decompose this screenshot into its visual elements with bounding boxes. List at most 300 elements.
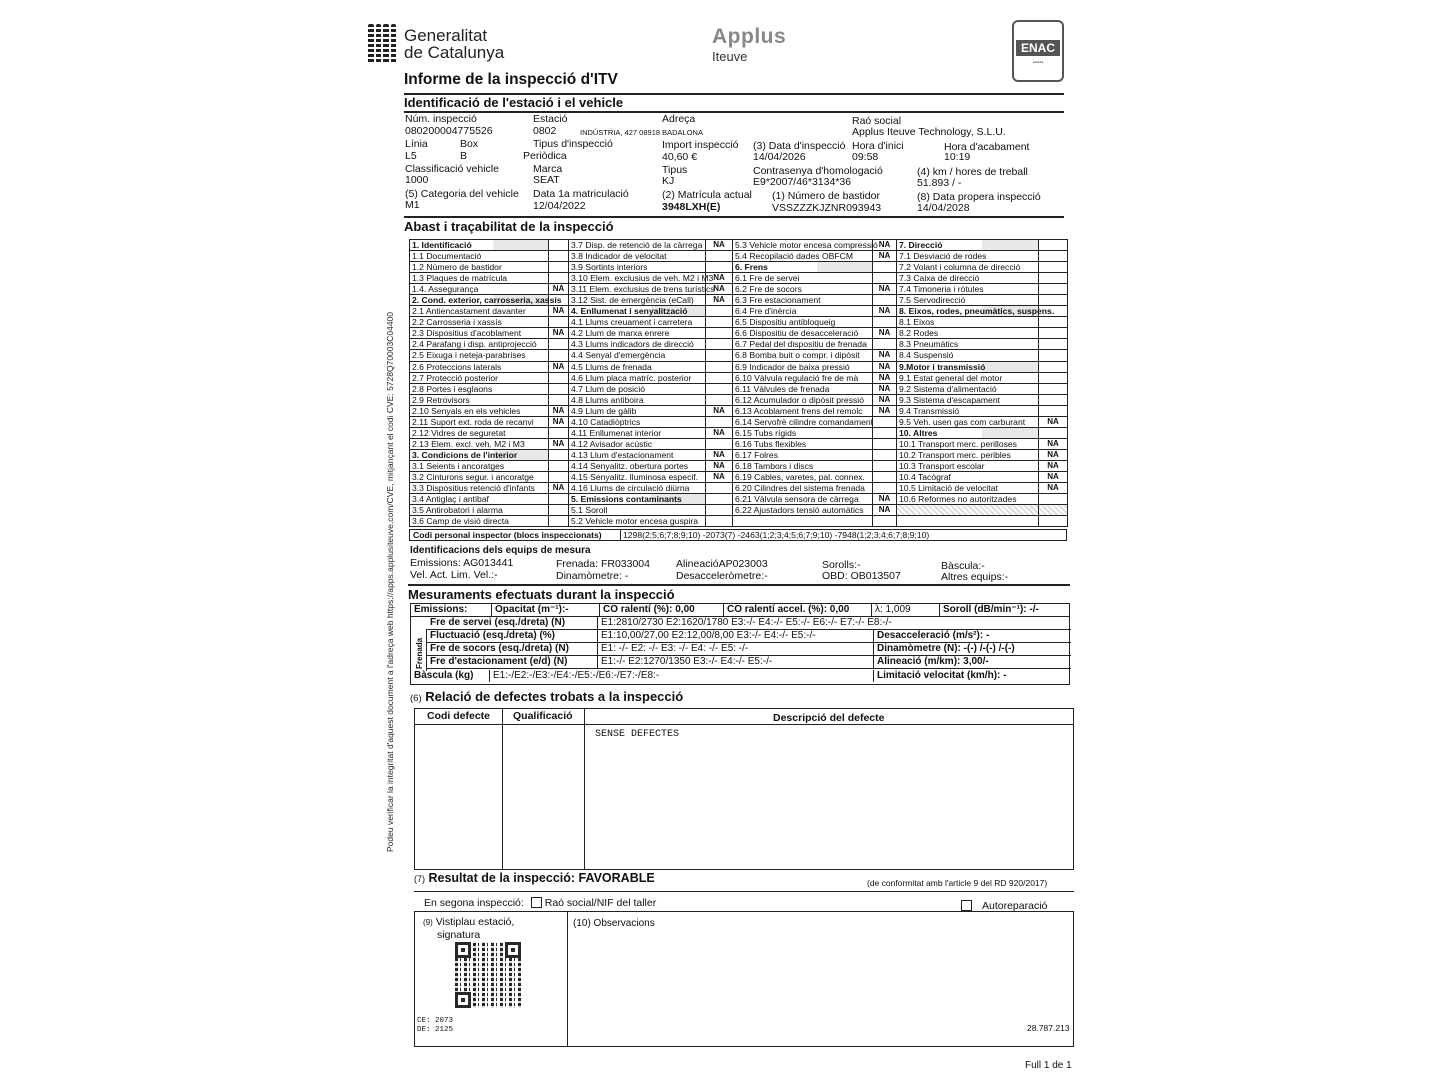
scope-item: 5. Emissions contaminants (569, 494, 706, 505)
scope-item: 7.2 Volant i columna de direcció (897, 262, 1039, 273)
scope-item: 4.8 Llums antiboira (569, 394, 706, 405)
scope-item-status (549, 460, 569, 471)
scope-item-status: NA (873, 494, 897, 505)
scope-item: 3.12 Sist. de emergència (eCall) (569, 295, 706, 306)
scope-item-status (1039, 295, 1068, 306)
observacions-label: (10) Observacions (573, 918, 655, 929)
linia-value: L5 (405, 150, 417, 162)
scope-row (410, 505, 1068, 516)
scope-row (410, 262, 1068, 273)
scope-item-status: NA (1039, 471, 1068, 482)
scope-item: 1.3 Plaques de matrícula (410, 273, 549, 284)
scope-item: 4.3 Llums indicadors de direcció (569, 339, 706, 350)
scope-item: 6.19 Cables, varetes, pal. connex. (733, 471, 873, 482)
defects-description: SENSE DEFECTES (595, 729, 680, 740)
scope-item: 4.5 Llums de frenada (569, 361, 706, 372)
scope-row (410, 416, 1068, 427)
scope-item: 2.2 Carrosseria i xassís (410, 317, 549, 328)
soroll: Soroll (dB/min⁻¹): -/- (939, 604, 1071, 616)
scope-item-status (706, 339, 733, 350)
scope-row (410, 251, 1068, 262)
scope-item-status (549, 449, 569, 460)
scope-item: 4.1 Llums creuament i carretera (569, 317, 706, 328)
rao-nif-checkbox[interactable] (531, 897, 542, 908)
scope-item: 2.11 Suport ext. roda de recanvi (410, 416, 549, 427)
defects-table (414, 708, 1074, 870)
scope-item-status (706, 416, 733, 427)
equip-vel: Vel. Act. Lim. Vel.:- (410, 569, 498, 581)
data-mat-label: Data 1a matriculació (533, 188, 629, 200)
scope-item-status: NA (706, 284, 733, 295)
autoreparacio-checkbox[interactable] (961, 900, 972, 911)
km-value: 51.893 / - (917, 177, 962, 189)
scope-item: 4.13 Llum d'estacionament (569, 449, 706, 460)
rao-nif-label: Raó social/NIF del taller (544, 897, 657, 909)
scope-row (410, 494, 1068, 505)
scope-item: 6.2 Fre de socors (733, 284, 873, 295)
scope-item: 2. Cond. exterior, carrosseria, xassís (410, 295, 549, 306)
scope-item: 6.10 Vàlvula regulació fre de mà (733, 372, 873, 383)
scope-item-status: NA (706, 273, 733, 284)
scope-item: 8. Eixos, rodes, pneumàtics, suspens. (897, 306, 1039, 317)
scope-item-status: NA (873, 306, 897, 317)
fre-servei-label: Fre de servei (esq./dreta) (N) (430, 617, 566, 628)
scope-item: 1. Identificació (410, 240, 549, 251)
equip-bascula: Bàscula:- (941, 560, 985, 572)
scope-item: 4.12 Avisador acústic (569, 438, 706, 449)
estac-value: E1:-/- E2:1270/1350 E3:-/- E4:-/- E5:-/- (597, 656, 873, 668)
scope-item-status (706, 494, 733, 505)
qr-code-icon (455, 942, 521, 1008)
segona-inspeccio-row (424, 897, 656, 909)
scope-item-status (549, 273, 569, 284)
scope-row (410, 328, 1068, 339)
generalitat-line2: de Catalunya (404, 43, 505, 62)
propera-value: 14/04/2028 (917, 202, 970, 214)
marca-value: SEAT (533, 174, 560, 186)
scope-row (410, 361, 1068, 372)
scope-item: 3.3 Dispositius retenció d'infants (410, 483, 549, 494)
scope-item: 6.3 Fre estacionament (733, 295, 873, 306)
scope-item: 5.2 Vehicle motor encesa guspira (569, 516, 706, 527)
import-label: Import inspecció (662, 139, 739, 151)
hora-acab-label: Hora d'acabament (944, 141, 1030, 153)
rao-label: Raó social (852, 115, 902, 127)
defectes-num: (6) (410, 693, 422, 704)
scope-item: 6.16 Tubs flexibles (733, 438, 873, 449)
scope-item-status: NA (1039, 416, 1068, 427)
box-value: B (460, 150, 468, 162)
scope-item-status (549, 350, 569, 361)
scope-item-status (1039, 328, 1068, 339)
fre-servei-value: E1:2810/2730 E2:1620/1780 E3:-/- E4:-/- E5:-/- E6:-/- E7:-/- E8:-/- (597, 617, 1071, 629)
equip-alineacio: AlineacióAP023003 (676, 558, 768, 570)
scope-item-status (706, 383, 733, 394)
scope-item: 1.2 Número de bastidor (410, 262, 549, 273)
vistiplau-num: (9) (423, 918, 433, 927)
scope-item: 6.18 Tambors i discs (733, 460, 873, 471)
enac-label: ENAC (1016, 40, 1060, 56)
scope-row (410, 383, 1068, 394)
scope-item-status: NA (706, 427, 733, 438)
co-ralenti: CO ralentí (%): 0,00 (599, 604, 723, 616)
scope-row (410, 350, 1068, 361)
qualificacio-header: Qualificació (513, 710, 573, 722)
scope-item-status (706, 505, 733, 516)
scope-item: 4.15 Senyalitz. lluminosa especif. (569, 471, 706, 482)
scope-item-status: NA (549, 328, 569, 339)
ce-code: CE: 2073 (417, 1017, 454, 1025)
adreca-value: INDÚSTRIA, 427 08918 BADALONA (580, 128, 703, 137)
scope-item: 6.14 Servofrè cilindre comandament (733, 416, 873, 427)
matricula-value: 3948LXH(E) (662, 201, 721, 213)
scope-item: 2.12 Vidres de seguretat (410, 427, 549, 438)
scope-item-status: NA (549, 438, 569, 449)
scope-item: 9.1 Estat general del motor (897, 372, 1039, 383)
report-title: Informe de la inspecció d'ITV (404, 71, 618, 88)
categoria-value: M1 (405, 199, 420, 211)
vistiplau-line2: signatura (437, 929, 481, 941)
scope-item-status: NA (873, 383, 897, 394)
scope-row (410, 240, 1068, 251)
scope-item-status (873, 438, 897, 449)
scope-item (733, 516, 873, 527)
scope-item-status (706, 372, 733, 383)
box-label: Box (460, 138, 479, 150)
scope-item: 6.5 Dispositiu antibloqueig (733, 317, 873, 328)
estacio-value: 0802 (533, 125, 557, 137)
scope-item-status: NA (706, 295, 733, 306)
bascula-value: E1:-/E2:-/E3:-/E4:-/E5:-/E6:-/E7:-/E8:- (489, 670, 873, 682)
scope-item-status (873, 295, 897, 306)
scope-item: 6.21 Vàlvula sensora de càrrega (733, 494, 873, 505)
scope-item: 9.3 Sistema d'escapament (897, 394, 1039, 405)
scope-item: 5.3 Vehicle motor encesa compressió (733, 240, 873, 251)
scope-item-status (549, 516, 569, 527)
scope-item-status (1039, 361, 1068, 372)
hora-inici-label: Hora d'inici (852, 140, 904, 152)
scope-item-status: NA (549, 416, 569, 427)
scope-item: 3.1 Seients i ancoratges (410, 460, 549, 471)
applus-logo (712, 25, 786, 64)
scope-item-status (706, 262, 733, 273)
scope-item-status (549, 471, 569, 482)
de-code: DE: 2125 (417, 1026, 454, 1034)
scope-item-status (873, 483, 897, 494)
adreca-label: Adreça (662, 113, 696, 125)
scope-item: 7.5 Servodirecció (897, 295, 1039, 306)
scope-item-status (1039, 339, 1068, 350)
page-indicator: Full 1 de 1 (1025, 1060, 1072, 1071)
scope-row (410, 394, 1068, 405)
enac-seal-icon: ▪▪▪▪▪ (1032, 60, 1044, 66)
scope-item-status (1039, 372, 1068, 383)
scope-item: 2.7 Protecció posterior (410, 372, 549, 383)
marca-label: Marca (533, 163, 563, 175)
tipus-insp-value: Periòdica (523, 150, 567, 162)
scope-item-status (1039, 516, 1068, 527)
scope-item: 4.14 Senyalitz. obertura portes (569, 460, 706, 471)
codi-defecte-header: Codi defecte (427, 710, 491, 722)
scope-item-status (706, 516, 733, 527)
scope-item-status: NA (549, 361, 569, 372)
scope-item: 7.1 Desviació de rodes (897, 251, 1039, 262)
limit-value: Limitació velocitat (km/h): - (873, 670, 1071, 682)
defectes-section-title: Relació de defectes trobats a la inspecció (425, 689, 684, 704)
scope-item: 3.10 Elem. exclusius de veh. M2 i M3 (569, 273, 706, 284)
scope-item: 4.9 Llum de gàlib (569, 405, 706, 416)
data-insp-label: (3) Data d'inspecció (753, 140, 846, 152)
scope-item: 4. Enllumenat i senyalització (569, 306, 706, 317)
scope-item-status: NA (873, 284, 897, 295)
scope-item-status (706, 394, 733, 405)
equip-emissions: Emissions: AG013441 (410, 557, 514, 569)
categoria-label: (5) Categoria del vehicle (405, 188, 519, 200)
scope-item-status (873, 416, 897, 427)
equip-desaccel: Desacceleròmetre:- (676, 570, 768, 582)
scope-item: 6.4 Fre d'inèrcia (733, 306, 873, 317)
document-code: 28.787.213 (1027, 1023, 1070, 1033)
contrasenya-value: E9*2007/46*3134*36 (753, 176, 852, 188)
dinamo-value: Dinamòmetre (N): -(-) /-(-) /-(-) (873, 643, 1071, 655)
emissions-label: Emissions: (414, 604, 468, 615)
scope-item-status (549, 251, 569, 262)
scope-item: 6.22 Ajustadors tensió automàtics (733, 505, 873, 516)
rao-value: Applus Iteuve Technology, S.L.U. (852, 126, 1006, 138)
scope-item-status (549, 240, 569, 251)
scope-item: 2.8 Portes i esglaons (410, 383, 549, 394)
scope-item: 3.11 Elem. exclusius de trens turístics (569, 284, 706, 295)
vistiplau-block (423, 916, 514, 941)
scope-row (410, 339, 1068, 350)
num-insp-label: Núm. inspecció (405, 113, 477, 125)
scope-item-status (549, 262, 569, 273)
alineacio-value: Alineació (m/km): 3,00/- (873, 656, 1071, 668)
generalitat-logo (368, 24, 504, 64)
scope-item: 3.2 Cinturons segur. i ancoratge (410, 471, 549, 482)
scope-item-status: NA (706, 240, 733, 251)
scope-item-status (706, 328, 733, 339)
scope-item: 10. Altres (897, 427, 1039, 438)
scope-item-status (1039, 350, 1068, 361)
defectes-heading (410, 689, 683, 704)
verification-side-text: Podeu verificar la integritat d'aquest document a l'adreça web https://apps.applusiteuve.com/CVE, mitjançant el codi CVE: 5728Q70003C04400 (385, 311, 395, 852)
scope-item-status: NA (706, 405, 733, 416)
socors-label: Fre de socors (esq./dreta) (N) (430, 643, 569, 654)
scope-item-status (1039, 240, 1068, 251)
scope-item: 4.6 Llum placa matríc. posterior (569, 372, 706, 383)
import-value: 40,60 € (662, 151, 698, 163)
scope-item: 2.6 Proteccions laterals (410, 361, 549, 372)
scope-item-status (873, 262, 897, 273)
scope-item-status (549, 505, 569, 516)
scope-row (410, 317, 1068, 328)
resultat-heading (414, 871, 655, 885)
fluct-value: E1:10,00/27,00 E2:12,00/8,00 E3:-/- E4:-/- E5:-/- (597, 630, 873, 642)
scope-item: 10.5 Limitació de velocitat (897, 483, 1039, 494)
scope-item-status: NA (1039, 460, 1068, 471)
scope-item: 6.12 Acumulador o dipòsit pressió (733, 394, 873, 405)
classif-value: 1000 (405, 174, 429, 186)
scope-row (410, 438, 1068, 449)
ident-section-title: Identificació de l'estació i el vehicle (404, 95, 1064, 113)
scope-item: 9.2 Sistema d'alimentació (897, 383, 1039, 394)
scope-row (410, 471, 1068, 482)
scope-item-status: NA (549, 483, 569, 494)
scope-row (410, 427, 1068, 438)
scope-item: 6.17 Folres (733, 449, 873, 460)
estac-label: Fre d'estacionament (e/d) (N) (430, 656, 568, 667)
applus-wordmark: Applus (712, 25, 787, 48)
data-insp-value: 14/04/2026 (753, 151, 806, 163)
generalitat-emblem-icon (368, 24, 396, 64)
hora-acab-value: 10:19 (944, 151, 971, 163)
scope-row (410, 405, 1068, 416)
scope-item: 5.4 Recopilació dades OBFCM (733, 251, 873, 262)
scope-item: 7.3 Caixa de direcció (897, 273, 1039, 284)
scope-item-status: NA (873, 350, 897, 361)
scope-item: 6.9 Indicador de baixa pressió (733, 361, 873, 372)
scope-item: 8.1 Eixos (897, 317, 1039, 328)
scope-item: 9.5 Veh. usen gas com carburant (897, 416, 1039, 427)
resultat-value: FAVORABLE (578, 871, 655, 885)
linia-label: Línia (405, 138, 428, 150)
scope-item (897, 505, 1039, 516)
scope-item: 2.9 Retrovisors (410, 394, 549, 405)
scope-item: 8.3 Pneumàtics (897, 339, 1039, 350)
scope-item: 6. Frens (733, 262, 873, 273)
scope-item: 2.13 Elem. excl. veh. M2 i M3 (410, 438, 549, 449)
scope-row (410, 284, 1068, 295)
scope-item-status (1039, 284, 1068, 295)
bastidor-label: (1) Número de bastidor (772, 190, 880, 202)
scope-item: 2.1 Antiencastament davanter (410, 306, 549, 317)
scope-item-status (1039, 317, 1068, 328)
resultat-num: (7) (414, 874, 425, 884)
tipus-insp-label: Tipus d'inspecció (533, 138, 613, 150)
scope-item: 4.4 Senyal d'emergència (569, 350, 706, 361)
scope-row (410, 460, 1068, 471)
codi-inspector-row (409, 529, 1067, 541)
scope-item-status (706, 350, 733, 361)
autoreparacio-label: Autoreparació (982, 900, 1048, 912)
scope-item: 2.5 Eixuga i neteja-parabrises (410, 350, 549, 361)
scope-item-status: NA (549, 306, 569, 317)
tipus-value: KJ (662, 175, 675, 187)
scope-item: 4.11 Enllumenat interior (569, 427, 706, 438)
estacio-label: Estació (533, 113, 568, 125)
scope-item-status (549, 394, 569, 405)
scope-item-status: NA (1039, 483, 1068, 494)
scope-item-status (873, 460, 897, 471)
scope-item-status (549, 339, 569, 350)
iteuve-wordmark: Iteuve (712, 49, 748, 64)
scope-item-status: NA (873, 394, 897, 405)
scope-item-status (873, 449, 897, 460)
propera-label: (8) Data propera inspecció (917, 191, 1041, 203)
scope-item: 4.7 Llum de posició (569, 383, 706, 394)
scope-item: 4.16 Llums de circulació diürna (569, 483, 706, 494)
scope-item-status (873, 273, 897, 284)
resultat-divider (414, 891, 1074, 892)
scope-item: 9.4 Transmissió (897, 405, 1039, 416)
scope-row (410, 449, 1068, 460)
equip-obd: OBD: OB013507 (822, 570, 901, 582)
frenada-label: Frenada (415, 637, 424, 669)
scope-item: 6.7 Pedal del dispositiu de frenada (733, 339, 873, 350)
scope-row (410, 306, 1068, 317)
scope-item: 6.13 Acoblament frens del remolc (733, 405, 873, 416)
scope-item-status (549, 317, 569, 328)
scope-item-status (873, 427, 897, 438)
codi-column (415, 709, 503, 869)
scope-item-status (873, 471, 897, 482)
scope-item-status (1039, 383, 1068, 394)
scope-item: 10.4 Tacògraf (897, 471, 1039, 482)
scope-item-status: NA (873, 361, 897, 372)
descripcio-header: Descripció del defecte (773, 712, 885, 724)
scope-item: 1.4. Assegurança (410, 284, 549, 295)
scope-item-status (873, 339, 897, 350)
tipus-label: Tipus (662, 164, 688, 176)
vistiplau-line1: Vistiplau estació, (435, 916, 515, 928)
equips-section-title: Identificacions dels equips de mesura (410, 545, 591, 556)
scope-item-status: NA (706, 449, 733, 460)
opacitat: Opacitat (m⁻¹):- (491, 604, 599, 616)
data-mat-value: 12/04/2022 (533, 200, 586, 212)
scope-item-status (1039, 394, 1068, 405)
scope-item-status: NA (549, 284, 569, 295)
scope-row (410, 273, 1068, 284)
contrasenya-label: Contrasenya d'homologació (753, 165, 883, 177)
conformitat-note: (de conformitat amb l'article 9 del RD 920/2017) (867, 878, 1048, 888)
codi-inspector-value: 1298(2;5;6;7;8;9;10) -2073(7) -2463(1;2;3;4;5;6;7;9;10) -7948(1;2;3;4;6;7;8;9;10) (623, 530, 930, 540)
scope-item-status (1039, 505, 1068, 516)
bascula-label: Bàscula (kg) (414, 670, 474, 681)
scope-item-status: NA (1039, 449, 1068, 460)
measurements-box (410, 603, 1070, 685)
scope-item-status (549, 427, 569, 438)
scope-table (409, 239, 1068, 527)
scope-item: 6.1 Fre de servei (733, 273, 873, 284)
codi-inspector-label: Codi personal inspector (blocs inspeccionats) (413, 530, 621, 540)
scope-item-status: NA (873, 405, 897, 416)
scope-item: 6.15 Tubs rígids (733, 427, 873, 438)
scope-item-status (706, 361, 733, 372)
observacions-split (567, 912, 568, 1046)
scope-item-status (1039, 262, 1068, 273)
generalitat-line1: Generalitat (404, 26, 488, 45)
classif-label: Classificació vehicle (405, 163, 499, 175)
scope-item-status (706, 438, 733, 449)
scope-item-status: NA (873, 251, 897, 262)
scope-item: 6.8 Bomba buit o compr. i dipòsit (733, 350, 873, 361)
num-insp-value: 080200004775526 (405, 125, 493, 137)
scope-item: 6.6 Dispositiu de desacceleració (733, 328, 873, 339)
scope-item: 2.4 Parafang i disp. antiprojecció (410, 339, 549, 350)
scope-item-status (549, 372, 569, 383)
scope-row (410, 372, 1068, 383)
scope-item: 10.3 Transport escolar (897, 460, 1039, 471)
scope-item: 7. Direcció (897, 240, 1039, 251)
scope-item-status: NA (873, 328, 897, 339)
equip-frenada: Frenada: FR033004 (556, 558, 650, 570)
mesures-section-title: Mesuraments efectuats durant la inspecció (408, 584, 1070, 603)
segona-label: En segona inspecció: (424, 897, 524, 909)
scope-item: 1.1 Documentació (410, 251, 549, 262)
scope-item: 3.8 Indicador de velocitat (569, 251, 706, 262)
scope-item-status (873, 516, 897, 527)
